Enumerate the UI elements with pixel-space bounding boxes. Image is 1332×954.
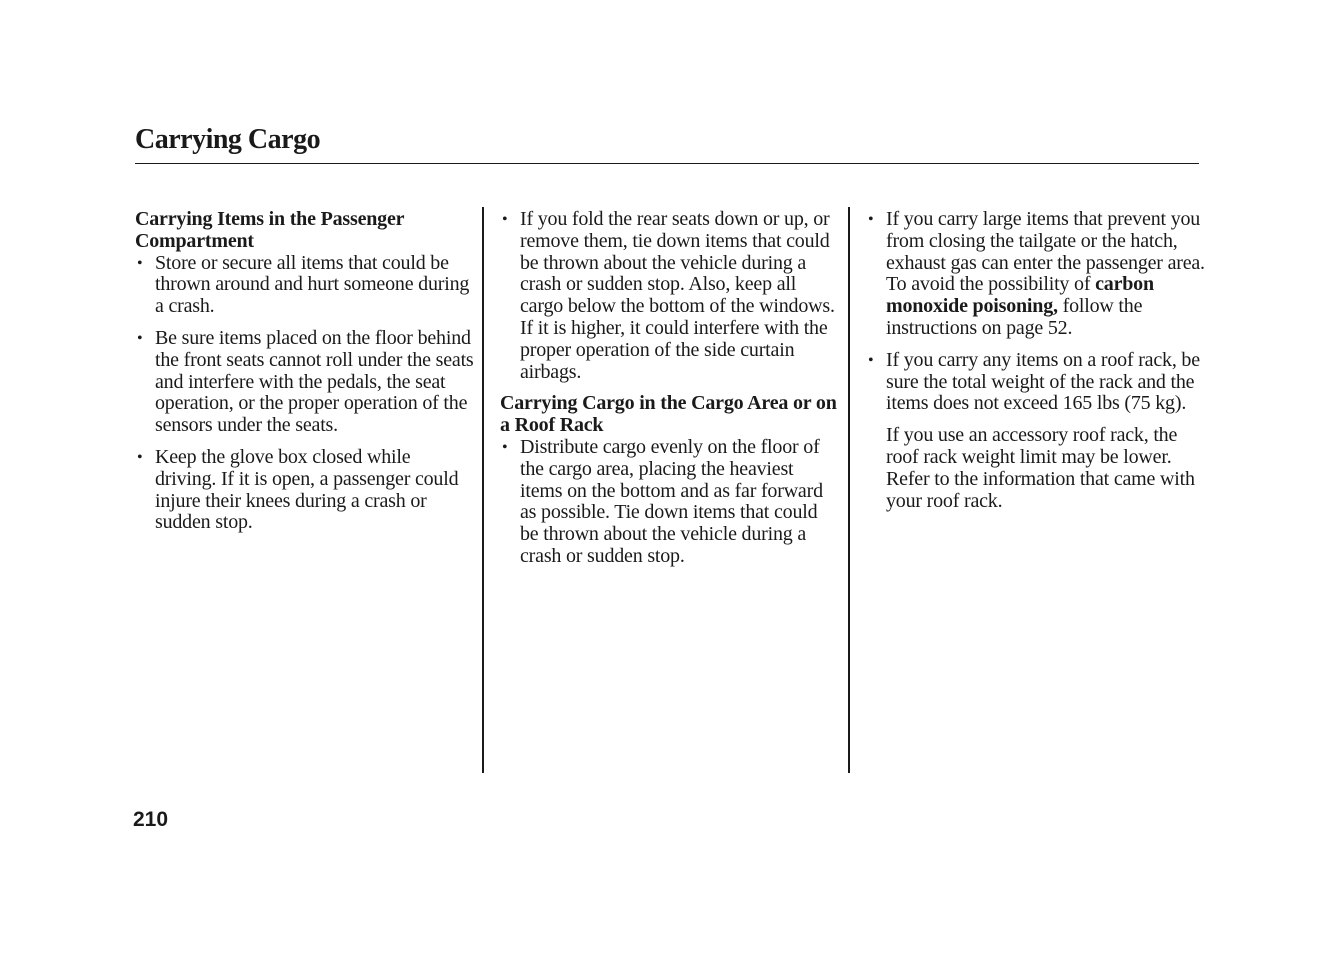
bullet-icon: • — [868, 211, 874, 228]
list-item — [500, 437, 840, 568]
column-divider — [848, 207, 850, 773]
title-divider — [135, 163, 1199, 164]
bullet-list — [866, 209, 1206, 415]
bullet-icon: • — [502, 211, 508, 228]
bullet-icon: • — [137, 254, 143, 272]
warning-emphasis: carbon monoxide poisoning, — [886, 273, 1154, 318]
bullet-list — [135, 253, 475, 535]
bullet-list — [500, 437, 840, 568]
list-item-text: Store or secure all items that could be thrown around and hurt someone during a crash. — [155, 251, 470, 318]
column-cargo-area — [500, 209, 840, 568]
list-item — [135, 253, 475, 318]
bullet-icon: • — [868, 351, 874, 369]
bullet-icon: • — [137, 329, 143, 347]
column-roof-rack — [866, 209, 1206, 512]
list-item-text: If you carry any items on a roof rack, be sure the total weight of the rack and the items does not exceed 165 lbs (75 kg). — [886, 348, 1200, 415]
bullet-icon: • — [502, 438, 508, 456]
list-item-text-part: follow the instructions on page 52. — [886, 295, 1143, 339]
section-heading-cargo-area: Carrying Cargo in the Cargo Area or on a Roof Rack — [500, 392, 837, 437]
list-item-text — [886, 208, 1205, 339]
list-item-text: If you fold the rear seats down or up, or remove them, tie down items that could be thrown about the vehicle during a crash or sudden stop. Also, keep all cargo below the bottom of the windows. If it is higher, it could interfere with the proper operation of the side curtain airbags. — [520, 208, 835, 383]
section-heading-passenger-compartment: Carrying Items in the Passenger Compartment — [135, 208, 404, 252]
column-passenger-compartment — [135, 209, 475, 534]
column-divider — [482, 207, 484, 773]
bullet-icon: • — [137, 448, 143, 466]
list-item-text: Be sure items placed on the floor behind the front seats cannot roll under the seats and interfere with the pedals, the seat operation, or the proper operation of the sensors under the seats. — [155, 326, 474, 437]
page-title: Carrying Cargo — [135, 124, 321, 155]
list-item — [866, 209, 1206, 340]
page-number: 210 — [133, 808, 169, 831]
bullet-list — [500, 209, 840, 383]
roof-rack-note: If you use an accessory roof rack, the roof rack weight limit may be lower. Refer to the information that came with your roof rack. — [886, 424, 1195, 512]
list-item — [135, 447, 475, 534]
list-item — [500, 209, 840, 383]
list-item-text-part: If you carry large items that prevent you from closing the tailgate or the hatch, exhaust gas can enter the passenger area. To avoid the possibility of — [886, 208, 1205, 296]
list-item-text: Distribute cargo evenly on the floor of the cargo area, placing the heaviest items on the bottom and as far forward as possible. Tie down items that could be thrown about the vehicle during a crash or sudden stop. — [520, 435, 823, 567]
list-item — [866, 350, 1206, 415]
list-item-text: Keep the glove box closed while driving. If it is open, a passenger could injure their knees during a crash or sudden stop. — [155, 445, 459, 534]
list-item — [135, 328, 475, 437]
